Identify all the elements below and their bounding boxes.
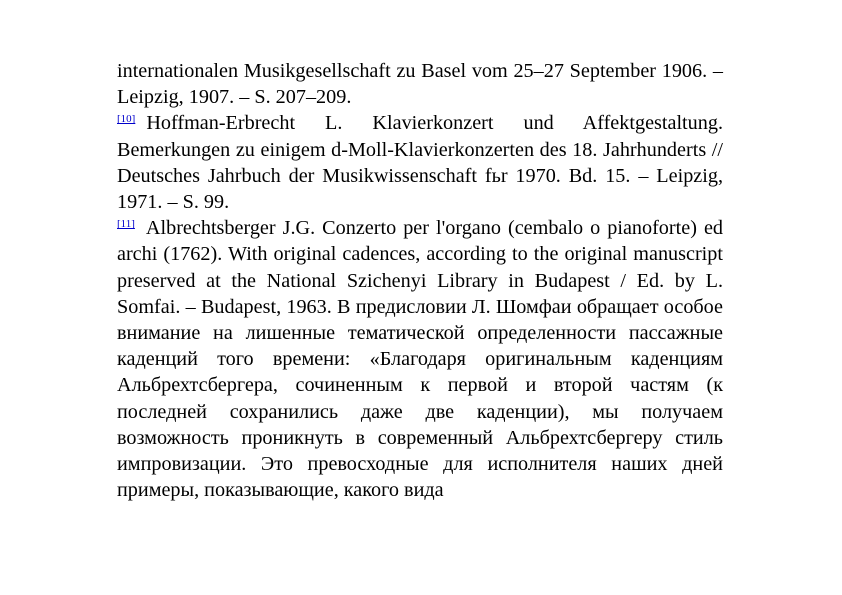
footnote-link-10[interactable]: [10] bbox=[117, 113, 136, 126]
footnote-11 bbox=[117, 215, 723, 503]
document-page bbox=[117, 58, 723, 503]
footnote-text-11: Albrechtsberger J.G. Conzerto per l'organo (cembalo o pianoforte) ed archi (1762). With original cadences, according to the original manuscript preserved at the National Szіchenyi Library in Budapest / Ed. by L. Somfai. – Budapest, 1963. В предисловии Л. Шомфаи обращает особое внимание на лишенные тематической определенности пассажные каденций того времени: «Благодаря оригинальным каденциям Альбрехтсбергера, сочиненным к первой и второй частям (к последней сохранились даже две каденции), мы получаем возможность проникнуть в современный Альбрехтсбергеру стиль импровизации. Это превосходные для исполнителя наших дней примеры, показывающие, какого вида bbox=[117, 217, 723, 502]
reference-text: internationalen Musikgesellschaft zu Basel vom 25–27 September 1906. – Leipzig, 1907. – S. 207–209. bbox=[117, 60, 723, 109]
reference-continuation bbox=[117, 58, 723, 110]
footnote-link-11[interactable]: [11] bbox=[117, 218, 135, 231]
footnote-10 bbox=[117, 110, 723, 215]
footnote-text-10: Hoffman-Erbrecht L. Klavierkonzert und Affektgestaltung. Bemerkungen zu einigem d-Moll-Klavierkonzerten des 18. Jahrhunderts // Deutsches Jahrbuch der Musikwissenschaft fьr 1970. Bd. 15. – Leipzig, 1971. – S. 99. bbox=[117, 112, 723, 214]
